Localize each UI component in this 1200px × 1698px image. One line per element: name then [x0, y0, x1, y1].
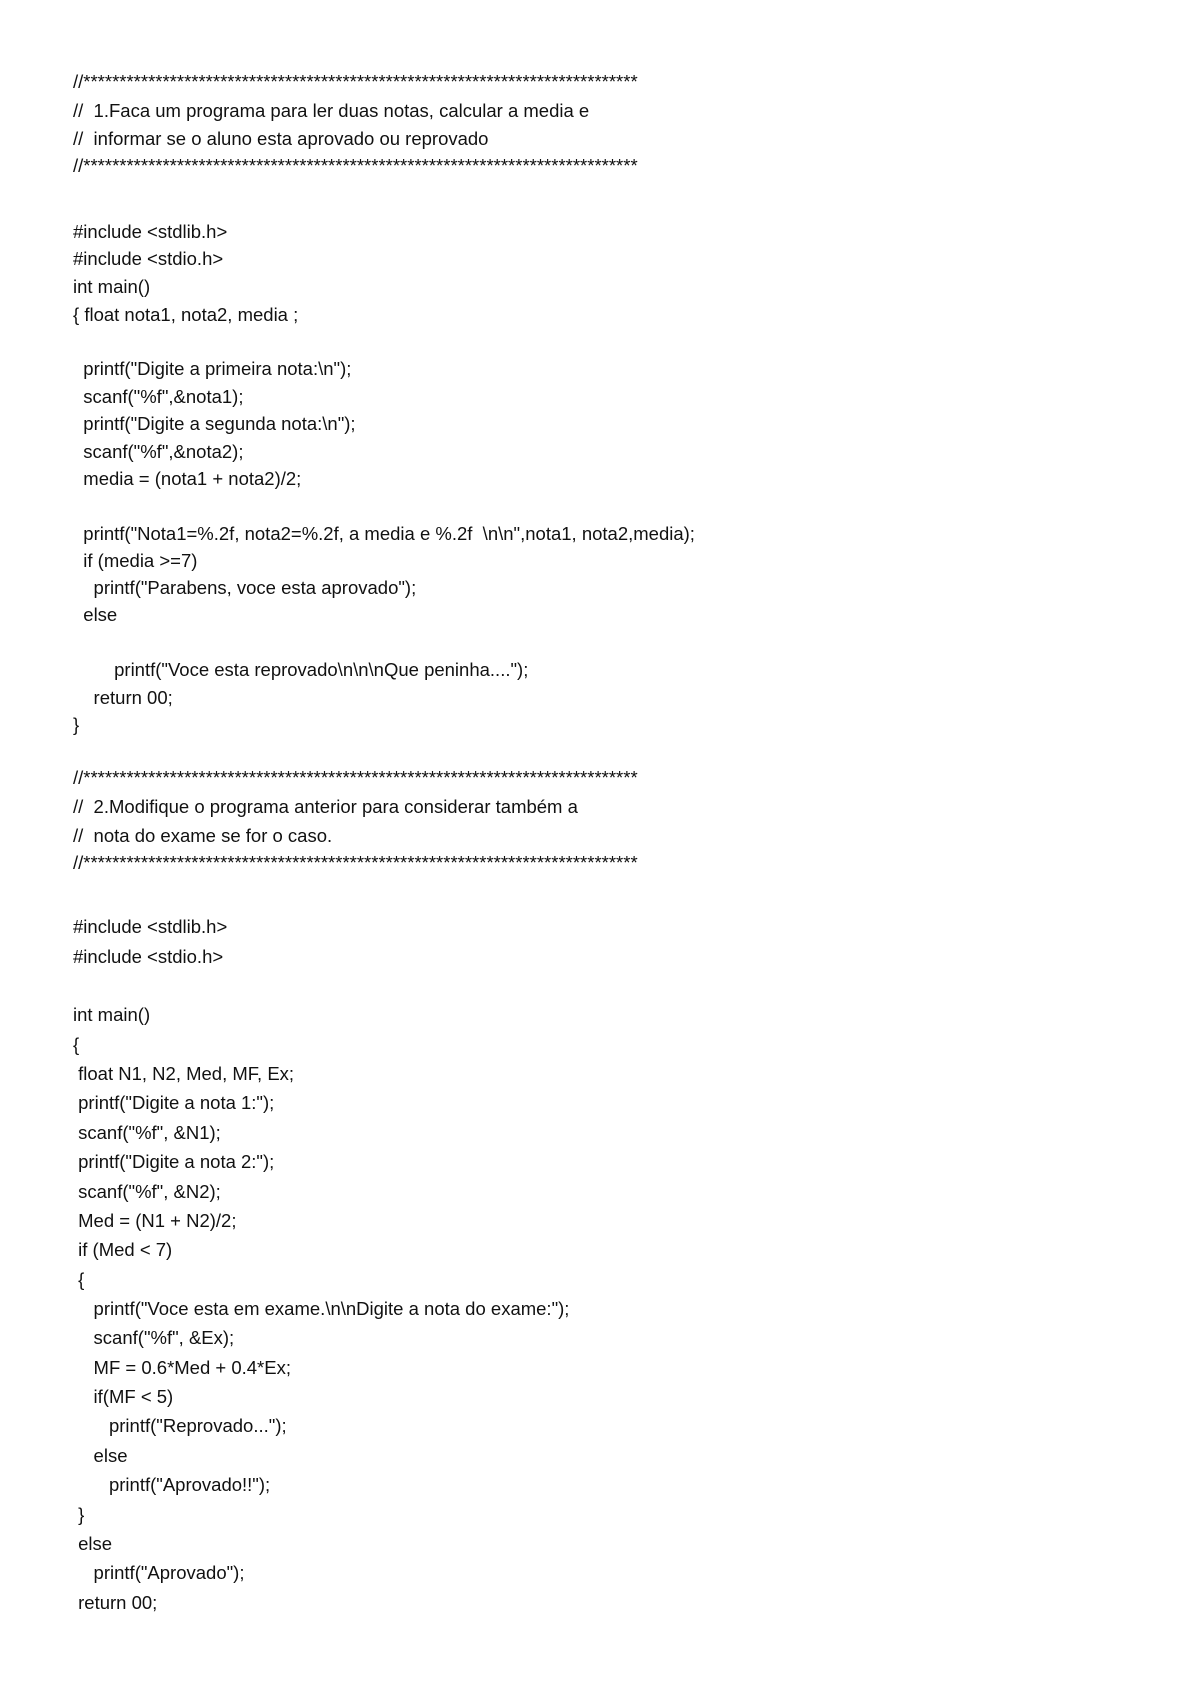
code-line: printf("Reprovado..."); — [73, 1415, 287, 1436]
code-line: printf("Digite a segunda nota:\n"); — [73, 413, 356, 434]
code-line: { — [73, 1034, 80, 1055]
code-line: #include <stdio.h> — [73, 946, 224, 967]
code-line: printf("Digite a nota 2:"); — [73, 1151, 275, 1172]
code-line: } — [73, 714, 80, 735]
code-line: { — [73, 1269, 85, 1290]
code-line: scanf("%f",&nota2); — [73, 441, 244, 462]
code-line: #include <stdio.h> — [73, 248, 224, 269]
comment-line: // nota do exame se for o caso. — [73, 825, 333, 846]
code-line: if (Med < 7) — [73, 1239, 173, 1260]
code-line: int main() — [73, 276, 151, 297]
code-line: printf("Voce esta em exame.\n\nDigite a nota do exame:"); — [73, 1298, 570, 1319]
code-line: scanf("%f",&nota1); — [73, 386, 244, 407]
code-line: printf("Digite a primeira nota:\n"); — [73, 358, 352, 379]
comment-line: // 2.Modifique o programa anterior para considerar também a — [73, 796, 578, 817]
code-line: if (media >=7) — [73, 550, 198, 571]
code-line: MF = 0.6*Med + 0.4*Ex; — [73, 1357, 291, 1378]
code-line: else — [73, 1533, 113, 1554]
code-line: scanf("%f", &N2); — [73, 1181, 221, 1202]
code-line: #include <stdlib.h> — [73, 916, 228, 937]
code-line: return 00; — [73, 1592, 158, 1613]
code-line: int main() — [73, 1004, 151, 1025]
code-line: printf("Aprovado!!"); — [73, 1474, 271, 1495]
code-line: printf("Nota1=%.2f, nota2=%.2f, a media e %.2f \n\n",nota1, nota2,media); — [73, 523, 695, 544]
code-line: scanf("%f", &N1); — [73, 1122, 221, 1143]
code-line: printf("Voce esta reprovado\n\n\nQue peninha...."); — [73, 659, 529, 680]
comment-line: // 1.Faca um programa para ler duas notas, calcular a media e — [73, 100, 590, 121]
code-line: if(MF < 5) — [73, 1386, 174, 1407]
code-line: printf("Parabens, voce esta aprovado"); — [73, 577, 417, 598]
code-line: else — [73, 1445, 128, 1466]
comment-border-line: //***************************************************************************** — [73, 852, 638, 873]
code-line: scanf("%f", &Ex); — [73, 1327, 235, 1348]
comment-border-line: //***************************************************************************** — [73, 767, 638, 788]
comment-line: // informar se o aluno esta aprovado ou reprovado — [73, 128, 489, 149]
code-line: printf("Digite a nota 1:"); — [73, 1092, 275, 1113]
code-line: } — [73, 1504, 85, 1525]
code-line: printf("Aprovado"); — [73, 1562, 245, 1583]
code-line: Med = (N1 + N2)/2; — [73, 1210, 237, 1231]
comment-border-line: //***************************************************************************** — [73, 155, 638, 176]
code-line: { float nota1, nota2, media ; — [73, 304, 299, 325]
code-line: return 00; — [73, 687, 173, 708]
code-line: media = (nota1 + nota2)/2; — [73, 468, 302, 489]
code-line: else — [73, 604, 118, 625]
code-line: float N1, N2, Med, MF, Ex; — [73, 1063, 295, 1084]
code-line: #include <stdlib.h> — [73, 221, 228, 242]
comment-border-line: //***************************************************************************** — [73, 71, 638, 92]
